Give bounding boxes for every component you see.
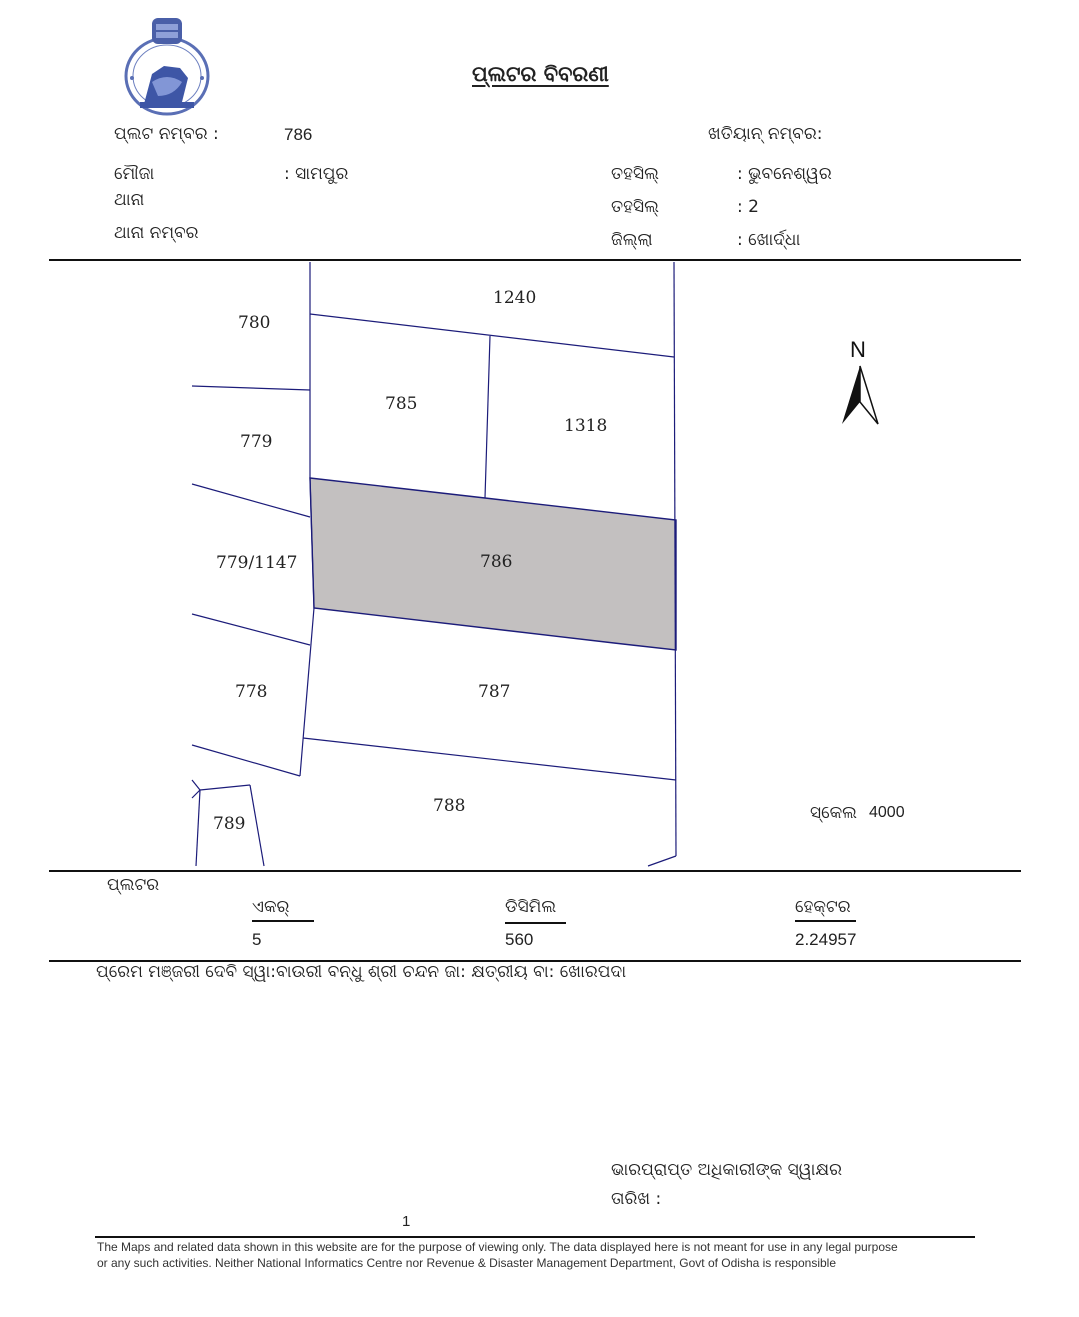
area-plot-label: ପ୍ଲଟର: [107, 875, 160, 895]
tahasil-label: ତହସିଲ୍: [611, 164, 659, 184]
plot-label-780: 780: [238, 313, 271, 333]
mouza-label: ମୌଜା: [114, 164, 155, 184]
plot-label-788: 788: [433, 796, 466, 816]
decimal-underline: [505, 922, 566, 924]
plot-label-785: 785: [385, 394, 418, 414]
north-label: N: [850, 337, 866, 362]
hectare-underline: [795, 920, 856, 922]
plot-label-779: 779: [240, 432, 273, 452]
hectare-label: ହେକ୍ଟର: [795, 897, 851, 917]
plot-label-1240: 1240: [493, 288, 537, 308]
plot-label-789: 789: [213, 814, 246, 834]
tahasil-value: : ଭୁବନେଶ୍ୱର: [737, 164, 832, 184]
disclaimer-line-1: The Maps and related data shown in this website are for the purpose of viewing only. The data displayed here is not meant for use in any legal purpose: [97, 1240, 898, 1254]
thana-label: ଥାନା: [114, 190, 145, 210]
footer-divider: [95, 1236, 975, 1238]
mouza-value: : ସାମପୁର: [284, 164, 349, 184]
acre-label: ଏକର୍: [252, 897, 290, 917]
disclaimer-line-2: or any such activities. Neither National Informatics Centre nor Revenue & Disaster Management Department, Govt of Odisha is responsible: [97, 1256, 837, 1270]
scale-label: ସ୍କେଲ: [810, 803, 857, 823]
khatiyan-number-label: ଖତିୟାନ୍ ନମ୍ବର:: [708, 124, 823, 144]
decimal-value: 560: [505, 930, 534, 949]
district-value: : ଖୋର୍ଦ୍ଧା: [737, 230, 801, 250]
map-bottom-divider: [49, 870, 1021, 872]
plot-label-787: 787: [478, 682, 511, 702]
tahasil-code-value: : 2: [737, 197, 759, 217]
plot-number-label: ପ୍ଲଟ ନମ୍ବର :: [114, 124, 219, 144]
plot-label-1318: 1318: [564, 416, 608, 436]
plot-label-778: 778: [235, 682, 268, 702]
acre-underline: [252, 920, 314, 922]
thana-number-label: ଥାନା ନମ୍ବର: [114, 223, 199, 243]
acre-value: 5: [252, 930, 262, 949]
signature-label: ଭାରପ୍ରାପ୍ତ ଅଧିକାରୀଙ୍କ ସ୍ୱାକ୍ଷର: [611, 1160, 843, 1180]
tahasil-code-label: ତହସିଲ୍: [611, 197, 659, 217]
date-label: ତାରିଖ :: [611, 1189, 662, 1209]
plot-label-786: 786: [480, 552, 513, 572]
north-arrow-icon: [842, 366, 878, 424]
plot-label-779-1147: 779/1147: [216, 553, 298, 573]
district-label: ଜିଲ୍ଲା: [611, 230, 653, 250]
plot-number-value: 786: [284, 125, 313, 144]
scale-value: 4000: [869, 804, 905, 821]
page-number: 1: [402, 1213, 411, 1230]
hectare-value: 2.24957: [795, 930, 857, 949]
owner-details: ପ୍ରେମ ମଞ୍ଜରୀ ଦେବି ସ୍ୱା:ବାଉରୀ ବନ୍ଧୁ ଶ୍ରୀ ଚନ୍ଦନ ଜା: କ୍ଷତ୍ରୀୟ ବା: ଖୋରପଦା: [96, 962, 627, 982]
decimal-label: ଡିସିମିଲ: [505, 897, 557, 917]
page-title: ପ୍ଲଟର ବିବରଣୀ: [472, 62, 609, 86]
